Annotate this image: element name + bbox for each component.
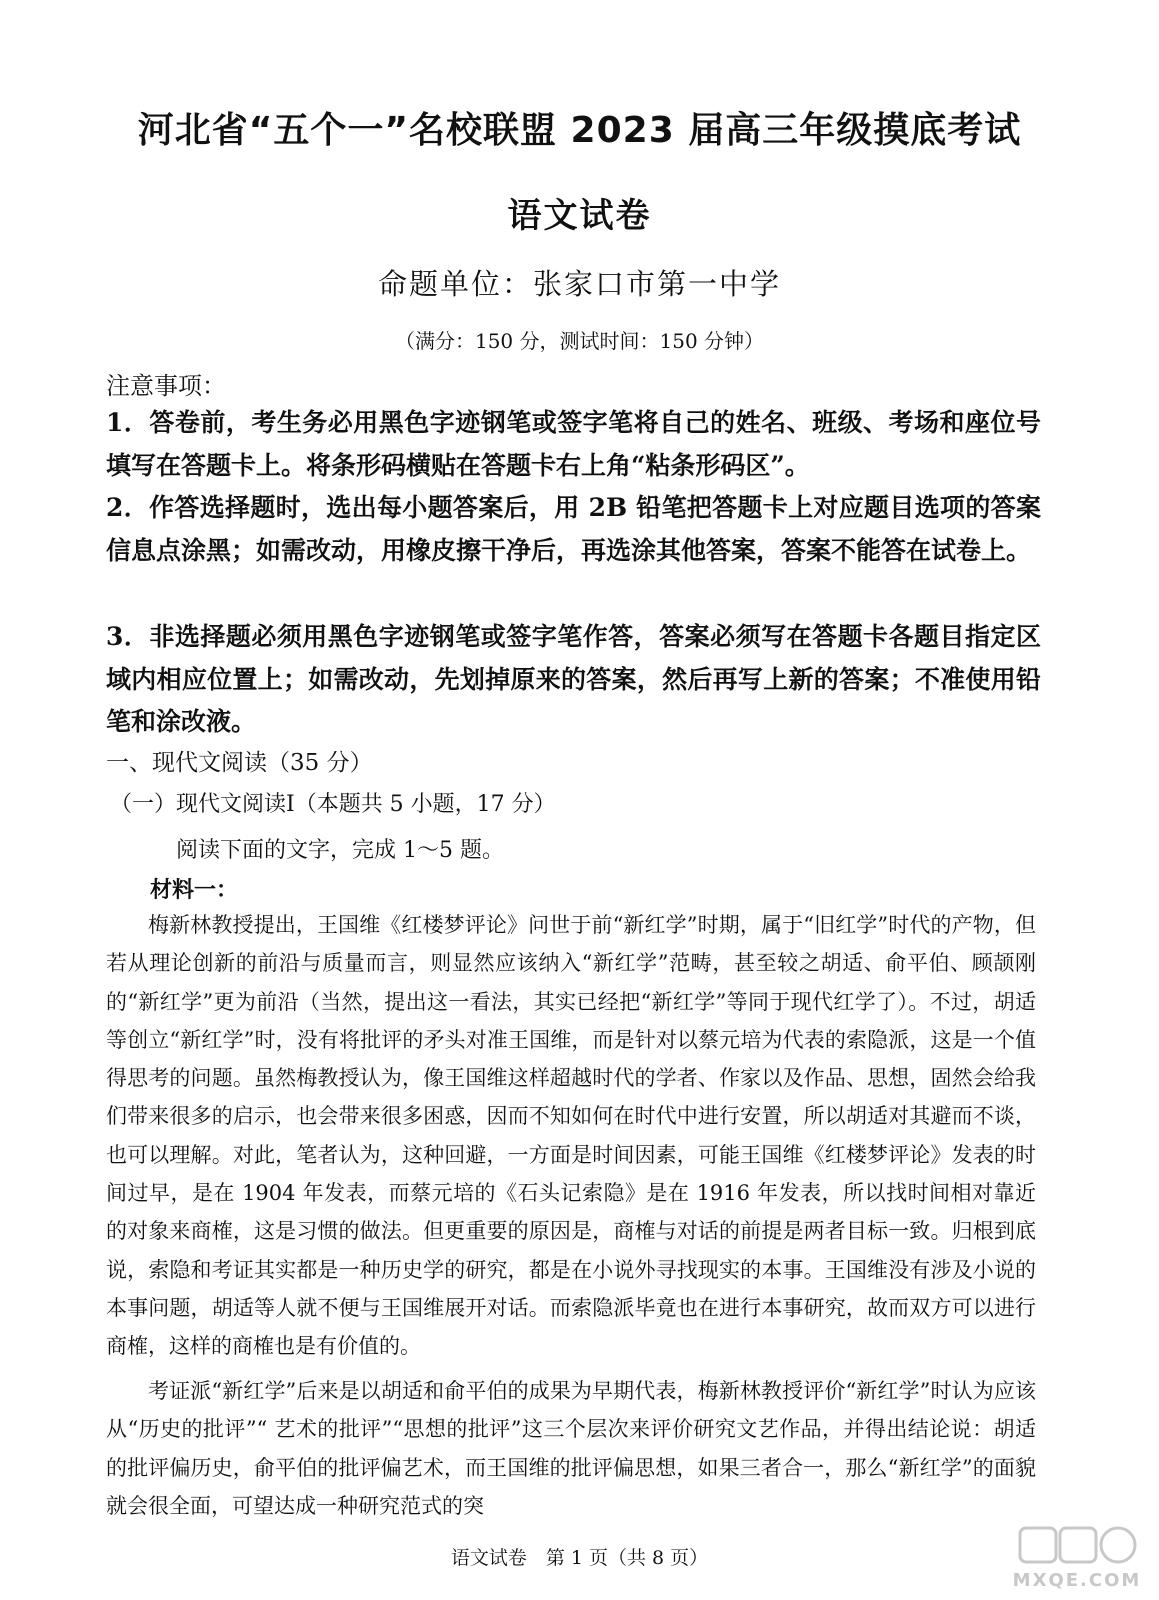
reading-instruction: 阅读下面的文字，完成 1～5 题。 bbox=[176, 838, 504, 863]
authoring-unit: 命题单位：张家口市第一中学 bbox=[377, 267, 781, 301]
material-label: 材料一： bbox=[150, 877, 239, 903]
notice-item: 3．非选择题必须用黑色字迹钢笔或签字笔作答，答案必须写在答题卡各题目指定区域内相应位置上；如需改动，先划掉原来的答案，然后再写上新的答案；不准使用铅笔和涂改液。 bbox=[106, 622, 1041, 736]
exam-title: 河北省“五个一”名校联盟 2023 届高三年级摸底考试 bbox=[137, 110, 1022, 151]
subsection-heading: （一）现代文阅读Ⅰ（本题共 5 小题，17 分） bbox=[110, 792, 556, 817]
body-paragraph: 梅新林教授提出，王国维《红楼梦评论》问世于前“新红学”时期，属于“旧红学”时代的产物，但若从理论创新的前沿与质量而言，则显然应该纳入“新红学”范畴，甚至较之胡适、俞平伯、顾颉刚的“新红学”更为前沿（当然，提出这一看法，其实已经把“新红学”等同于现代红学了）。不过，胡适等创立“新红学”时，没有将批评的矛头对准王国维，而是针对以蔡元培为代表的索隐派，这是一个值得思考的问题。虽然梅教授认为，像王国维这样超越时代的学者、作家以及作品、思想，固然会给我们带来很多的启示，也会带来很多困惑，因而不知如何在时代中进行安置，所以胡适对其避而不谈，也可以理解。对此，笔者认为，这种回避，一方面是时间因素，可能王国维《红楼梦评论》发表的时间过早，是在 1904 年发表，而蔡元培的《石头记索隐》是在 1916 年发表，所以找时间相对靠近的对象来商榷，这是习惯的做法。但更重要的原因是，商榷与对话的前提是两者目标一致。归根到底说，索隐和考证其实都是一种历史学的研究，都是在小说外寻找现实的本事。王国维没有涉及小说的本事问题，胡适等人就不便与王国维展开对话。而索隐派毕竟也在进行本事研究，故而双方可以进行商榷，这样的商榷也是有价值的。 bbox=[106, 913, 1036, 1359]
notice-item: 2．作答选择题时，选出每小题答案后，用 2B 铅笔把答题卡上对应题目选项的答案信息点涂黑；如需改动，用橡皮擦干净后，再选涂其他答案，答案不能答在试卷上。 bbox=[106, 493, 1041, 565]
exam-subtitle: 语文试卷 bbox=[507, 196, 652, 236]
page-footer: 语文试卷 第 1 页（共 8 页） bbox=[450, 1547, 709, 1569]
section-heading: 一、现代文阅读（35 分） bbox=[106, 750, 373, 776]
svg-text:MXQE.COM: MXQE.COM bbox=[1012, 1570, 1142, 1591]
notice-item: 1．答卷前，考生务必用黑色字迹钢笔或签字笔将自己的姓名、班级、考场和座位号填写在答题卡上。将条形码横贴在答题卡右上角“粘条形码区”。 bbox=[106, 408, 1041, 480]
notice-heading: 注意事项： bbox=[106, 372, 226, 400]
watermark-logo-icon bbox=[1012, 1522, 1142, 1594]
body-paragraph: 考证派“新红学”后来是以胡适和俞平伯的成果为早期代表，梅新林教授评价“新红学”时认为应该从“历史的批评”“ 艺术的批评”“思想的批评”这三个层次来评价研究文艺作品，并得出结论说：胡适的批评偏历史，俞平伯的批评偏艺术，而王国维的批评偏思想，如果三者合一，那么“新红学”的面貌就会很全面，可望达成一种研究范式的突 bbox=[106, 1379, 1036, 1518]
score-and-time: （满分：150 分，测试时间：150 分钟） bbox=[394, 329, 765, 353]
